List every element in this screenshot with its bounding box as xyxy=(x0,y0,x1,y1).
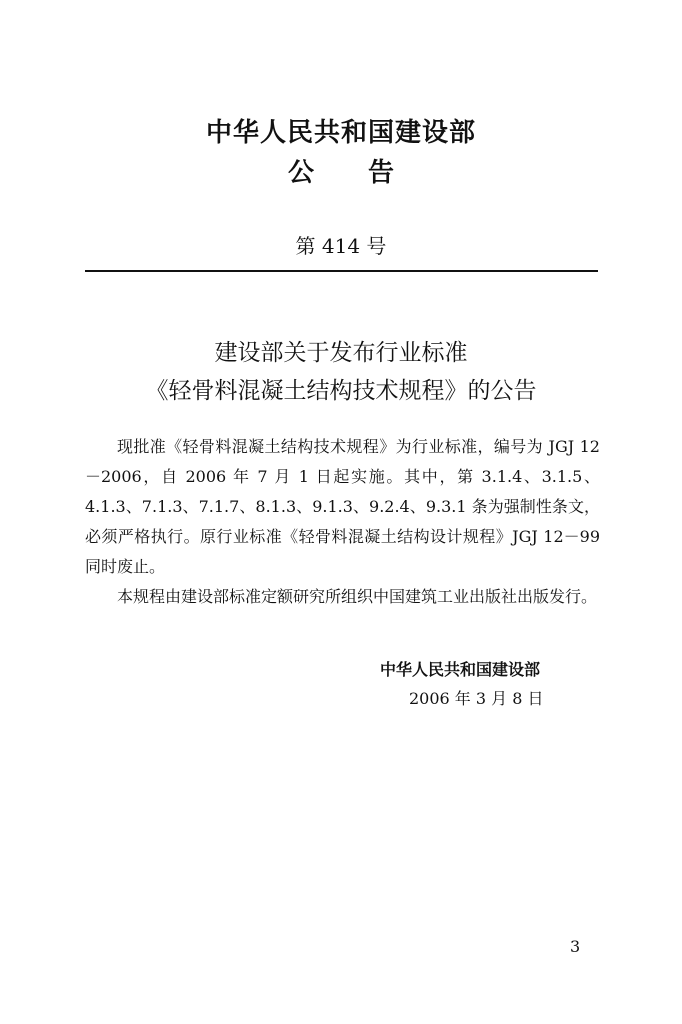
signature-organization: 中华人民共和国建设部 xyxy=(380,660,541,679)
announcement-char-left: 公 xyxy=(287,158,314,188)
notice-title-line-2: 《轻骨料混凝土结构技术规程》的公告 xyxy=(145,378,537,404)
body-paragraph-2: 本规程由建设部标准定额研究所组织中国建筑工业出版社出版发行。 xyxy=(117,587,598,606)
issuing-ministry-heading: 中华人民共和国建设部 xyxy=(205,118,476,148)
announcement-heading xyxy=(0,152,682,189)
header-divider xyxy=(85,270,598,272)
notice-body xyxy=(85,432,600,612)
announcement-number: 第 414 号 xyxy=(295,234,387,258)
page-number: 3 xyxy=(570,937,581,956)
announcement-char-right: 告 xyxy=(368,158,395,188)
notice-title-line-1: 建设部关于发布行业标准 xyxy=(214,340,468,366)
body-paragraph-1: 现批准《轻骨料混凝土结构技术规程》为行业标准，编号为 JGJ 12－2006，自 2006 年 7 月 1 日起实施。其中，第 3.1.4、3.1.5、4.1.3、7.1.3、7.1.7、8.1.3、9.1.3、9.2.4、9.3.1 条为强制性条文，必须严格执行。原行业标准《轻骨料混凝土结构设计规程》JGJ 12－99 同时废止。 xyxy=(85,437,600,576)
signature-date: 2006 年 3 月 8 日 xyxy=(409,689,544,708)
